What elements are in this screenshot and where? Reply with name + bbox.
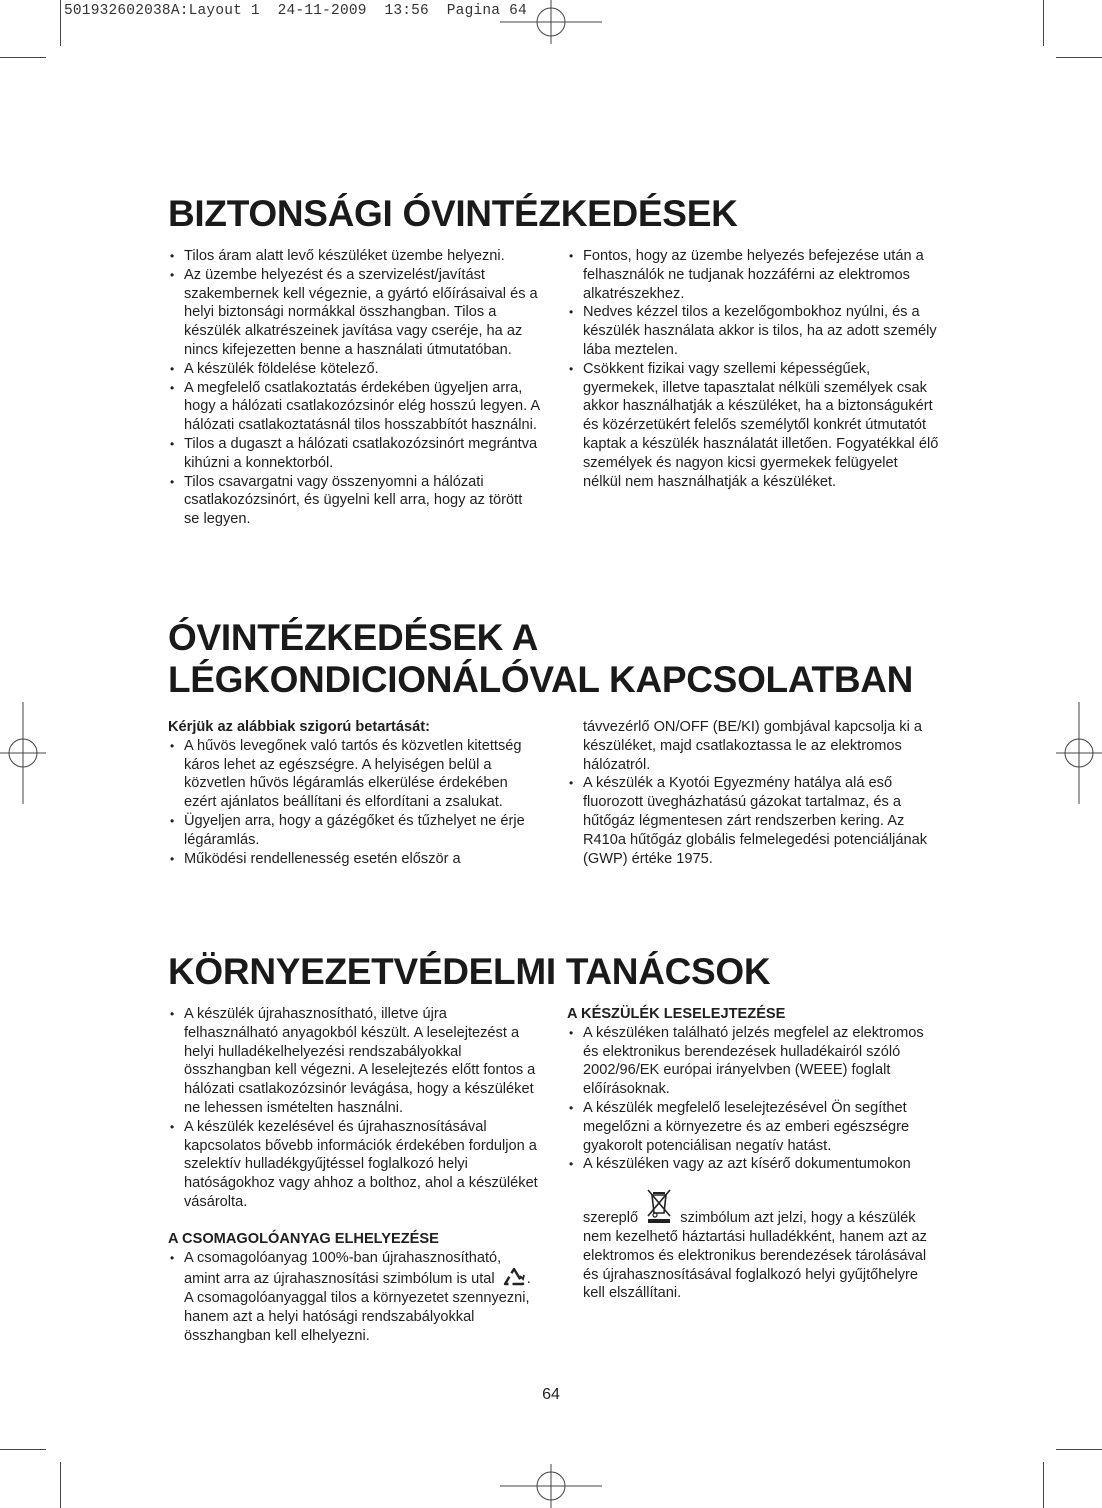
list-item: • Nedves kézzel tilos a kezelőgombokhoz nyúlni, és a készülék használata akkor is tilos, ha az adott személy lába meztelen. [567,303,939,359]
packaging-text: A csomagolóanyag 100%-ban újrahasznosítható, amint arra az újrahasznosítási szimbólum is utal [184,1249,502,1288]
registration-mark-bottom-icon [500,1464,602,1508]
list-item: • Fontos, hogy az üzembe helyezés befejezése után a felhasználók ne tudjanak hozzáférni az elektromos alkatrészekhez. [567,247,939,303]
registration-mark-left-icon [0,702,46,804]
section-title-ac-precautions [168,617,913,701]
ac-right-list [567,718,939,868]
list-item: • Tilos áram alatt levő készüléket üzembe helyezni. [168,247,540,266]
safety-left-column [168,247,540,529]
weee-intro-text: A készüléken vagy az azt kísérő dokumentumokon [583,1156,911,1173]
environment-right-column [567,1005,939,1303]
title-line: ÓVINTÉZKEDÉSEK A [168,617,539,658]
list-item: • A készülék megfelelő leselejtezésével Ön segíthet megelőzni a környezetre és az emberi egészségre gyakorolt potenciálisan negatív hatást. [567,1099,939,1155]
list-item: • Működési rendellenesség esetén először a [168,850,540,869]
section-title-safety: BIZTONSÁGI ÓVINTÉZKEDÉSEK [168,193,738,234]
disposal-list [567,1024,939,1303]
recycle-icon [501,1267,527,1287]
registration-mark-right-icon [1056,702,1102,804]
environment-left-list [168,1005,540,1212]
ac-lead-text: Kérjük az alábbiak szigorú betartását: [168,719,430,735]
section-title-environment: KÖRNYEZETVÉDELMI TANÁCSOK [168,951,771,992]
list-item: • A készülék kezelésével és újrahasznosításával kapcsolatos bővebb információk érdekében forduljon a szelektív hulladékgyűjtéssel foglalkozó helyi hatóságokhoz vagy ahhoz a bolthoz, ahol a készüléket vásárolta. [168,1118,540,1212]
safety-left-list [168,247,540,529]
list-item [168,1249,540,1346]
list-item: • Tilos csavargatni vagy összenyomni a hálózati csatlakozózsinórt, és ügyelni kell arra, hogy az törött se legyen. [168,473,540,529]
list-item: • A megfelelő csatlakoztatás érdekében ügyeljen arra, hogy a hálózati csatlakozózsinór elég hosszú legyen. A hálózati csatlakoztatásnál tilos hosszabbítót használni. [168,379,540,435]
list-item: • A készülék újrahasznosítható, illetve újra felhasználható anyagokból készült. A leselejtezést a helyi hulladékelhelyezési rendszabályokkal összhangban kell végezni. A leselejtezés előtt fontos a hálózati csatlakozózsinór levágása, hogy a készüléket ne lehessen ismételten használni. [168,1005,540,1118]
packaging-heading: A CSOMAGOLÓANYAG ELHELYEZÉSE [168,1230,439,1247]
weee-text: szereplő [583,1210,639,1227]
ac-left-column [168,718,540,868]
registration-mark-top-icon [500,0,602,44]
environment-left-column [168,1005,540,1346]
title-line: LÉGKONDICIONÁLÓVAL KAPCSOLATBAN [168,659,914,700]
packaging-text-continued: . A csomagolóanyaggal tilos a környezetet szennyezni, hanem azt a helyi hatósági rendszabályokkal összhangban kell elhelyezni. [184,1271,531,1344]
page-number: 64 [542,1386,560,1403]
list-item: • A készülék földelése kötelező. [168,360,540,379]
list-item: • Az üzembe helyezést és a szervizelést/javítást szakembernek kell végeznie, a gyártó előírásaival és a helyi biztonsági normákkal összhangban. Tilos a készülék alkatrészeinek javítása vagy cseréje, ha az nincs kifejezetten benne a használati útmutatóban. [168,266,540,360]
list-item: • Ügyeljen arra, hogy a gázégőket és tűzhelyet ne érje légáramlás. [168,812,540,850]
list-item: • A készüléken található jelzés megfelel az elektromos és elektronikus berendezések hulladékairól szóló 2002/96/EK európai irányelvben (WEEE) foglalt előírásoknak. [567,1024,939,1099]
list-item: • Csökkent fizikai vagy szellemi képességűek, gyermekek, illetve tapasztalat nélküli személyek csak akkor használhatják a készüléket, ha a biztonságukért és közérzetükért felelős személytől konkrét útmutatót kaptak a készülék használatát illetően. Fogyatékkal élő személyek és nagyon kicsi gyermekek felügyelet nélkül nem használhatják a készüléket. [567,360,939,492]
list-item-continuation: távvezérlő ON/OFF (BE/KI) gombjával kapcsolja ki a készüléket, majd csatlakoztassa le az elektromos hálózatról. [583,719,923,773]
packaging-list [168,1249,540,1346]
weee-text-continued: szimbólum azt jelzi, hogy a készülék nem kezelhető háztartási hulladékként, hanem azt az elektromos és elektronikus berendezések tárolásával és újrahasznosításával foglalkozó helyi gyűjtőhelyre kell elszállítani. [583,1210,927,1302]
disposal-heading: A KÉSZÜLÉK LESELEJTEZÉSE [567,1006,786,1022]
list-item: • Tilos a dugaszt a hálózati csatlakozózsinórt megrántva kihúzni a konnektorból. [168,435,540,473]
ac-right-column [567,718,939,868]
list-item: • A készülék a Kyotói Egyezmény hatálya alá eső fluorozott üvegházhatású gázokat tartalmaz, és a hűtőgáz légmentesen zárt rendszerben kering. Az R410a hűtőgáz globális felmelegedési potenciáljának (GWP) értéke 1975. [567,774,939,868]
ac-left-list [168,737,540,869]
list-item: • A hűvös levegőnek való tartós és közvetlen kitettség káros lehet az egészségre. A helyiségen belül a közvetlen hűvös légáramlás elkerülése érdekében ezért ajánlatos beállítani és elfordítani a zsalukat. [168,737,540,812]
safety-right-column [567,247,939,491]
printer-slug: 501932602038A:Layout 1 24-11-2009 13:56 Pagina 64 [64,3,527,19]
safety-right-list [567,247,939,491]
crossed-out-bin-icon [646,1188,672,1224]
list-item [567,1155,939,1303]
